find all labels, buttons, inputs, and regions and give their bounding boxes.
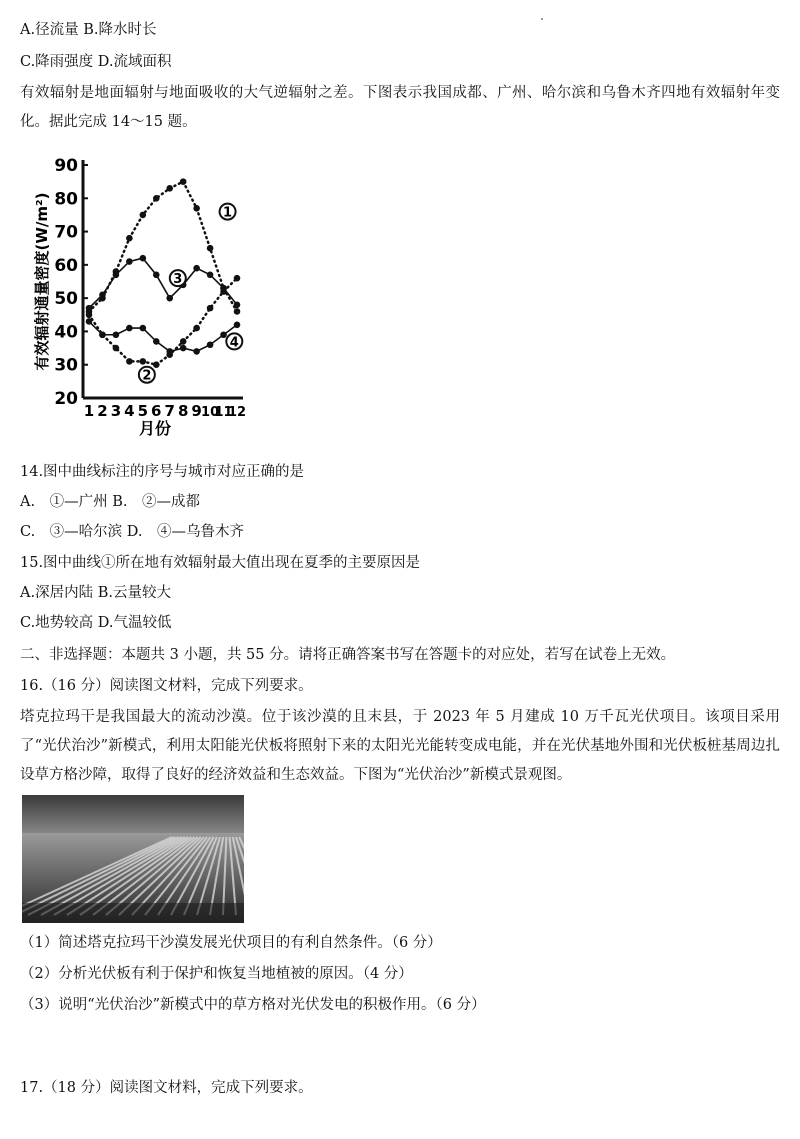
x-tick-label: 3 xyxy=(110,402,122,420)
x-tick-label: 8 xyxy=(177,402,189,420)
q16-part-2: （2）分析光伏板有利于保护和恢复当地植被的原因。（4 分） xyxy=(20,966,413,982)
solar-desert-photo xyxy=(22,795,244,923)
x-tick-label: 9 xyxy=(191,402,202,420)
data-point xyxy=(207,305,214,312)
data-point xyxy=(86,318,93,325)
section-two-heading: 二、非选择题：本题共 3 小题，共 55 分。请将正确答案书写在答题卡的对应处，若写在试卷上无效。 xyxy=(20,647,676,663)
data-point xyxy=(126,358,133,365)
q16-part-1: （1）简述塔克拉玛干沙漠发展光伏项目的有利自然条件。（6 分） xyxy=(20,935,442,951)
y-tick-label: 50 xyxy=(54,289,78,310)
data-point xyxy=(140,212,147,219)
series-line xyxy=(89,182,237,312)
data-point xyxy=(180,178,187,185)
data-point xyxy=(140,255,147,262)
data-point xyxy=(126,235,133,242)
radiation-chart xyxy=(30,150,260,450)
y-tick-label: 90 xyxy=(54,156,78,176)
data-point xyxy=(234,308,241,315)
data-point xyxy=(180,338,187,345)
data-point xyxy=(99,292,106,299)
q17-stem: 17.（18 分）阅读图文材料，完成下列要求。 xyxy=(20,1080,313,1096)
data-point xyxy=(207,245,214,252)
speck xyxy=(541,18,543,20)
data-point xyxy=(193,348,200,355)
data-point xyxy=(153,338,160,345)
x-tick-label: 2 xyxy=(97,402,108,420)
series-marker-label: 1 xyxy=(223,205,233,221)
intro-paragraph: 有效辐射是地面辐射与地面吸收的大气逆辐射之差。下图表示我国成都、广州、哈尔滨和乌鲁木齐四地有效辐射年变化。据此完成 14～15 题。 xyxy=(20,85,780,130)
data-point xyxy=(166,348,173,355)
data-point xyxy=(234,302,241,309)
q13-options-ab: A.径流量 B.降水时长 xyxy=(20,22,157,38)
data-point xyxy=(140,325,147,332)
data-point xyxy=(193,325,200,332)
data-point xyxy=(99,331,106,338)
x-tick-label: 10 xyxy=(201,405,220,420)
x-tick-label: 4 xyxy=(124,402,135,420)
y-tick-label: 70 xyxy=(54,222,78,243)
y-tick-label: 30 xyxy=(54,355,78,376)
series-line xyxy=(89,278,237,365)
data-point xyxy=(207,341,214,348)
x-tick-label: 1 xyxy=(83,402,95,420)
data-point xyxy=(153,361,160,368)
data-point xyxy=(180,345,187,352)
q14-options-cd: C. ③—哈尔滨 D. ④—乌鲁木齐 xyxy=(20,524,245,540)
data-point xyxy=(113,331,120,338)
q13-options-cd: C.降雨强度 D.流域面积 xyxy=(20,54,172,70)
data-point xyxy=(166,295,173,302)
x-tick-label: 12 xyxy=(227,405,247,420)
q16-material: 塔克拉玛干是我国最大的流动沙漠。位于该沙漠的且末县，于 2023 年 5 月建成 10 万千瓦光伏项目。该项目采用了“光伏治沙”新模式，利用太阳能光伏板将照射下来的太阳光光能转变成电能，并在光伏基地外围和光伏板桩基周边扎设草方格沙障，取得了良好的经济效益和生态效益。下图为“光伏治沙”新模式景观图。 xyxy=(20,709,780,783)
data-point xyxy=(140,358,147,365)
series-marker-label: 3 xyxy=(173,272,183,288)
data-point xyxy=(220,331,227,338)
y-axis-label: 有效辐射通量密度(W/m²) xyxy=(33,192,51,371)
data-point xyxy=(220,285,227,292)
data-point xyxy=(113,272,120,279)
data-point xyxy=(234,321,241,328)
q14-options-ab: A. ①—广州 B. ②—成都 xyxy=(20,494,200,510)
q16-stem: 16.（16 分）阅读图文材料，完成下列要求。 xyxy=(20,678,313,694)
data-point xyxy=(126,325,133,332)
data-point xyxy=(86,311,93,318)
y-tick-label: 60 xyxy=(54,255,78,276)
x-tick-label: 6 xyxy=(151,402,162,420)
q14-stem: 14.图中曲线标注的序号与城市对应正确的是 xyxy=(20,464,305,480)
data-point xyxy=(193,265,200,272)
data-point xyxy=(166,185,173,192)
data-point xyxy=(193,205,200,212)
data-point xyxy=(86,305,93,312)
q16-part-3: （3）说明“光伏治沙”新模式中的草方格对光伏发电的积极作用。（6 分） xyxy=(20,997,486,1013)
data-point xyxy=(113,345,120,352)
series-line xyxy=(89,321,237,351)
x-tick-label: 5 xyxy=(137,402,149,420)
q15-options-cd: C.地势较高 D.气温较低 xyxy=(20,615,172,631)
data-point xyxy=(126,258,133,265)
y-tick-label: 80 xyxy=(54,189,78,210)
y-tick-label: 40 xyxy=(54,322,78,343)
x-tick-label: 7 xyxy=(164,402,175,420)
data-point xyxy=(153,195,160,202)
q15-options-ab: A.深居内陆 B.云量较大 xyxy=(20,585,171,601)
data-point xyxy=(234,275,241,282)
series-marker-label: 4 xyxy=(229,335,239,351)
x-tick-label: 11 xyxy=(214,405,233,420)
q15-stem: 15.图中曲线①所在地有效辐射最大值出现在夏季的主要原因是 xyxy=(20,555,421,571)
data-point xyxy=(153,272,160,279)
series-marker-label: 2 xyxy=(142,368,152,384)
data-point xyxy=(207,272,214,279)
y-tick-label: 20 xyxy=(54,389,78,409)
x-axis-label: 月份 xyxy=(138,419,172,438)
